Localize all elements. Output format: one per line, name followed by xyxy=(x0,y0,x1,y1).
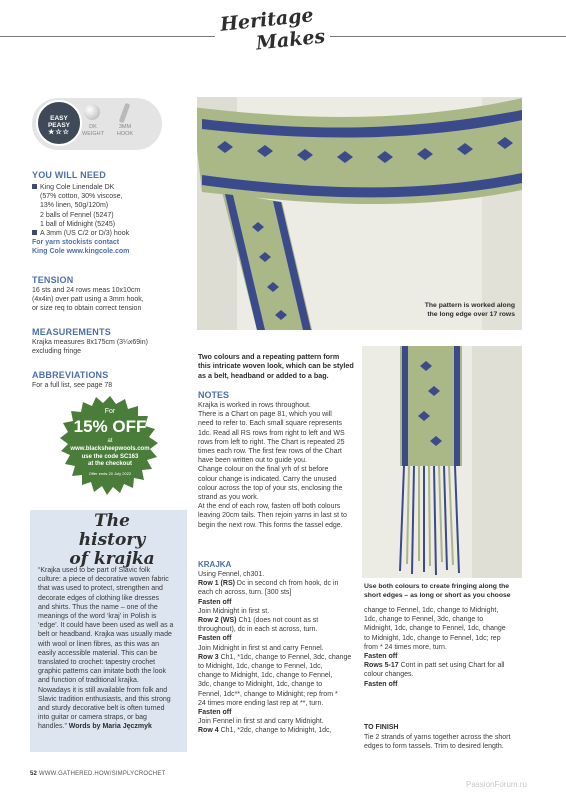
watermark: PassionForum.ru xyxy=(466,780,527,789)
notes-section: NOTES Krajka is worked in rows throughout. There is a Chart on page 81, which you will need to refer to. Each small square represents 1dc. Read all RS rows from right to left and WS rows from left to right. The Chart is repeated 25 times each row. The first few rows of the Chart have been written out to guide you. Change colour on the final yrh of st before colour change is indicated. Carry the unused colour across the top of your sts, enclosing the strand as you work. At the end of each row, fasten off both colours leaving 20cm tails. Then rejoin yarns in last st to begin the next row. This forms the tassel edge. xyxy=(198,390,347,529)
tassel-band-stripe-left xyxy=(402,346,408,466)
you-will-need-section: YOU WILL NEED King Cole Linendale DK (57% cotton, 30% viscose, 13% linen, 50g/120m) 2 balls of Fennel (5247) 1 ball of Midnight (5245) A 3mm (US C/2 or D/3) hook For yarn stockists contact King Cole www.kingcole.com xyxy=(32,170,192,257)
promo-site-link[interactable]: www.blacksheepwools.com xyxy=(70,446,150,452)
hook-item: A 3mm (US C/2 or D/3) hook xyxy=(32,229,192,238)
tassel-photo xyxy=(362,346,522,578)
measurements-section: MEASUREMENTS Krajka measures 8x175cm (3¼x69in) excluding fringe xyxy=(32,327,148,356)
yarn-ball-icon xyxy=(84,104,100,120)
tassel-fabric-fold xyxy=(472,346,522,578)
page-number: 52 xyxy=(30,771,38,777)
bullet-square-icon xyxy=(32,230,37,235)
krajka-section: KRAJKA Using Fennel, ch301. Row 1 (RS) Dc in second ch from hook, dc in each ch across, turn. [300 sts] Fasten off Join Midnight in first st. Row 2 (WS) Ch1 (does not count as st throughout), dc in each st across, turn. Fasten off Join Midnight in first st and carry Fennel. Row 3 Ch1, *1dc, change to Fennel, 3dc, change to Midnight, 1dc, change to Fennel, 1dc, change to Midnight, 1dc, change to Fennel, 3dc, change to Midnight, 1dc, change to Fennel, 1dc**, change to Midnight; rep from * 24 times more ending last rep at **, turn. Fasten off Join Fennel in first st and carry Midnight. Row 4 Ch1, *2dc, change to Midnight, 1dc, xyxy=(198,560,352,735)
abbreviations-section: ABBREVIATIONS For a full list, see page 78 xyxy=(32,370,192,390)
yarn-weight-label: DK WEIGHT xyxy=(82,124,104,137)
tension-section: TENSION 16 sts and 24 rows meas 10x10cm (4x4in) over patt using a 3mm hook, or size req to obtain correct tension xyxy=(32,275,144,313)
tassel-band-stripe-right xyxy=(454,346,460,466)
abbreviations-page-ref[interactable]: For a full list, see page 78 xyxy=(32,382,113,389)
footer-url[interactable]: WWW.GATHERED.HOW/SIMPLYCROCHET xyxy=(38,771,166,777)
heritage-makes-logo: Heritage Makes xyxy=(219,4,327,55)
tassel-caption: Use both colours to create fringing along the short edges – as long or short as you choose xyxy=(364,583,511,599)
intro-text: Two colours and a repeating pattern form this intricate woven look, which can be styled as a belt, headband or added to a bag. xyxy=(198,352,354,380)
you-will-need-heading: YOU WILL NEED xyxy=(32,170,106,180)
to-finish-section: TO FINISH Tie 2 strands of yarns together across the short edges to form tassels. Trim to desired length. xyxy=(364,724,511,751)
history-text: “Krajka used to be part of Slavic folk culture: a piece of decorative woven fabric that was used to protect, strengthen and decorate edges of clothing like dresses and shirts. Thus the name – one of the meanings of the word ‘kraj’ in Polish is ‘edge’. It could have been used as well as a belt or headband. Krajka was usually made with wool or linen fibres, as this was an easily accessible material. This can be translated to crochet: tapestry crochet graphic patterns can imitate both the look and function of traditional krajka. Nowadays it is still available from folk and Slavic tradition enthusiasts, and this strong and sturdy decorative belt is often turned into guitar or camera straps, or bag handles.” Words by Maria Jęczmyk xyxy=(38,567,174,731)
header-rule-right xyxy=(330,36,566,37)
difficulty-badge: EASY PEASY ★☆☆ xyxy=(36,100,82,146)
history-byline: Words by Maria Jęczmyk xyxy=(68,723,152,731)
bullet-square-icon xyxy=(32,184,37,189)
hook-size-label: 3MM HOOK xyxy=(116,124,134,137)
stockist-link[interactable]: King Cole www.kingcole.com xyxy=(32,248,130,256)
tassel-band xyxy=(400,346,462,466)
discount-seal-text: For 15% OFF at www.blacksheepwools.com use the code SC163 at the checkout Offer ends 20 July 2022 xyxy=(58,396,162,500)
belt-photo xyxy=(197,97,522,330)
discount-amount: 15% OFF xyxy=(73,417,147,436)
difficulty-stars: ★☆☆ xyxy=(48,129,70,136)
krajka-continued: change to Fennel, 1dc, change to Midnight, 1dc, change to Fennel, 3dc, change to Midnight, 1dc, change to Fennel, 1dc, change to Midnight, 1dc, change to Fennel, 1dc; rep from * 24 times more, turn. Fasten off Rows 5-17 Cont in patt set using Chart for all colour changes. Fasten off xyxy=(364,607,506,688)
history-title: The history of krajka xyxy=(69,511,155,569)
header-rule-left xyxy=(0,36,215,37)
yarn-item: King Cole Linendale DK xyxy=(32,183,192,192)
belt-caption: The pattern is worked along the long edge over 17 rows xyxy=(424,302,515,318)
page-footer xyxy=(30,770,165,779)
